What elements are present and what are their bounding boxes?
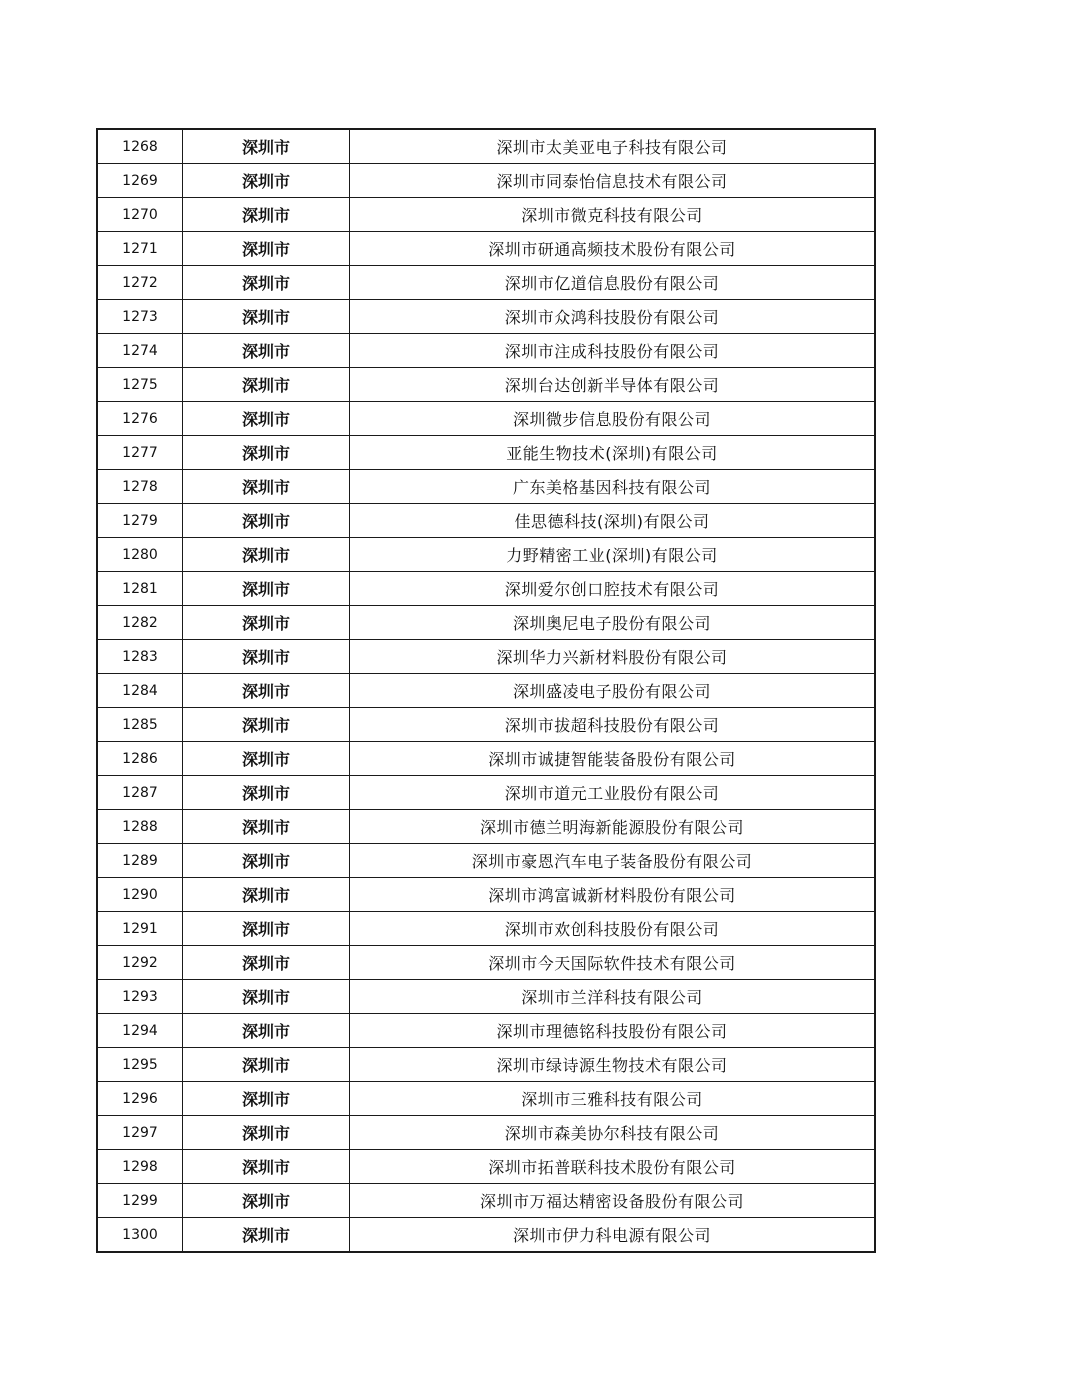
city-cell: 深圳市	[183, 1014, 350, 1048]
row-number-cell: 1297	[97, 1116, 183, 1150]
row-number-cell: 1275	[97, 368, 183, 402]
row-number-cell: 1279	[97, 504, 183, 538]
city-cell: 深圳市	[183, 164, 350, 198]
company-name-cell: 深圳市豪恩汽车电子装备股份有限公司	[350, 844, 876, 878]
row-number-cell: 1278	[97, 470, 183, 504]
table-row	[97, 1116, 875, 1150]
row-number-cell: 1299	[97, 1184, 183, 1218]
table-row	[97, 198, 875, 232]
table-row	[97, 742, 875, 776]
row-number-cell: 1287	[97, 776, 183, 810]
city-cell: 深圳市	[183, 436, 350, 470]
table-row	[97, 232, 875, 266]
table-row	[97, 878, 875, 912]
city-cell: 深圳市	[183, 1116, 350, 1150]
table-row	[97, 606, 875, 640]
company-name-cell: 深圳市鸿富诚新材料股份有限公司	[350, 878, 876, 912]
company-name-cell: 深圳市拓普联科技术股份有限公司	[350, 1150, 876, 1184]
table-row	[97, 334, 875, 368]
city-cell: 深圳市	[183, 300, 350, 334]
city-cell: 深圳市	[183, 878, 350, 912]
table-row	[97, 300, 875, 334]
row-number-cell: 1283	[97, 640, 183, 674]
table-row	[97, 708, 875, 742]
row-number-cell: 1277	[97, 436, 183, 470]
row-number-cell: 1270	[97, 198, 183, 232]
company-name-cell: 深圳市亿道信息股份有限公司	[350, 266, 876, 300]
table-row	[97, 1150, 875, 1184]
table-row	[97, 946, 875, 980]
city-cell: 深圳市	[183, 1184, 350, 1218]
city-cell: 深圳市	[183, 844, 350, 878]
company-name-cell: 深圳市诚捷智能装备股份有限公司	[350, 742, 876, 776]
company-name-cell: 佳思德科技(深圳)有限公司	[350, 504, 876, 538]
company-name-cell: 深圳市太美亚电子科技有限公司	[350, 129, 876, 164]
company-name-cell: 深圳市理德铭科技股份有限公司	[350, 1014, 876, 1048]
table-row	[97, 368, 875, 402]
table-row	[97, 844, 875, 878]
table-row	[97, 538, 875, 572]
city-cell: 深圳市	[183, 674, 350, 708]
table-row	[97, 402, 875, 436]
company-list-table	[96, 128, 876, 1253]
company-name-cell: 深圳奥尼电子股份有限公司	[350, 606, 876, 640]
row-number-cell: 1282	[97, 606, 183, 640]
row-number-cell: 1268	[97, 129, 183, 164]
city-cell: 深圳市	[183, 1218, 350, 1253]
city-cell: 深圳市	[183, 742, 350, 776]
table-row	[97, 640, 875, 674]
city-cell: 深圳市	[183, 1150, 350, 1184]
city-cell: 深圳市	[183, 334, 350, 368]
company-name-cell: 深圳市绿诗源生物技术有限公司	[350, 1048, 876, 1082]
company-name-cell: 深圳市森美协尔科技有限公司	[350, 1116, 876, 1150]
table-row	[97, 504, 875, 538]
company-name-cell: 深圳市众鸿科技股份有限公司	[350, 300, 876, 334]
company-name-cell: 深圳台达创新半导体有限公司	[350, 368, 876, 402]
company-name-cell: 深圳市同泰怡信息技术有限公司	[350, 164, 876, 198]
company-name-cell: 深圳市道元工业股份有限公司	[350, 776, 876, 810]
row-number-cell: 1298	[97, 1150, 183, 1184]
table-row	[97, 912, 875, 946]
company-name-cell: 深圳市微克科技有限公司	[350, 198, 876, 232]
table-row	[97, 674, 875, 708]
company-name-cell: 广东美格基因科技有限公司	[350, 470, 876, 504]
company-name-cell: 力野精密工业(深圳)有限公司	[350, 538, 876, 572]
table-row	[97, 129, 875, 164]
company-name-cell: 深圳市德兰明海新能源股份有限公司	[350, 810, 876, 844]
city-cell: 深圳市	[183, 504, 350, 538]
company-name-cell: 深圳市今天国际软件技术有限公司	[350, 946, 876, 980]
company-name-cell: 深圳盛凌电子股份有限公司	[350, 674, 876, 708]
city-cell: 深圳市	[183, 708, 350, 742]
row-number-cell: 1296	[97, 1082, 183, 1116]
city-cell: 深圳市	[183, 129, 350, 164]
row-number-cell: 1273	[97, 300, 183, 334]
city-cell: 深圳市	[183, 232, 350, 266]
row-number-cell: 1293	[97, 980, 183, 1014]
table-row	[97, 470, 875, 504]
row-number-cell: 1292	[97, 946, 183, 980]
table-row	[97, 164, 875, 198]
table-row	[97, 266, 875, 300]
row-number-cell: 1300	[97, 1218, 183, 1253]
row-number-cell: 1272	[97, 266, 183, 300]
city-cell: 深圳市	[183, 266, 350, 300]
city-cell: 深圳市	[183, 538, 350, 572]
company-name-cell: 深圳市拔超科技股份有限公司	[350, 708, 876, 742]
city-cell: 深圳市	[183, 368, 350, 402]
row-number-cell: 1280	[97, 538, 183, 572]
company-name-cell: 深圳市三雅科技有限公司	[350, 1082, 876, 1116]
row-number-cell: 1286	[97, 742, 183, 776]
company-name-cell: 亚能生物技术(深圳)有限公司	[350, 436, 876, 470]
city-cell: 深圳市	[183, 198, 350, 232]
table-row	[97, 1184, 875, 1218]
city-cell: 深圳市	[183, 980, 350, 1014]
company-name-cell: 深圳市注成科技股份有限公司	[350, 334, 876, 368]
row-number-cell: 1271	[97, 232, 183, 266]
row-number-cell: 1289	[97, 844, 183, 878]
row-number-cell: 1290	[97, 878, 183, 912]
city-cell: 深圳市	[183, 946, 350, 980]
company-name-cell: 深圳市伊力科电源有限公司	[350, 1218, 876, 1253]
city-cell: 深圳市	[183, 470, 350, 504]
row-number-cell: 1295	[97, 1048, 183, 1082]
company-name-cell: 深圳华力兴新材料股份有限公司	[350, 640, 876, 674]
row-number-cell: 1285	[97, 708, 183, 742]
table-row	[97, 1218, 875, 1253]
row-number-cell: 1281	[97, 572, 183, 606]
city-cell: 深圳市	[183, 402, 350, 436]
city-cell: 深圳市	[183, 606, 350, 640]
city-cell: 深圳市	[183, 912, 350, 946]
row-number-cell: 1294	[97, 1014, 183, 1048]
city-cell: 深圳市	[183, 572, 350, 606]
company-name-cell: 深圳爱尔创口腔技术有限公司	[350, 572, 876, 606]
table-row	[97, 776, 875, 810]
table-row	[97, 1082, 875, 1116]
row-number-cell: 1276	[97, 402, 183, 436]
city-cell: 深圳市	[183, 776, 350, 810]
city-cell: 深圳市	[183, 1048, 350, 1082]
company-name-cell: 深圳市万福达精密设备股份有限公司	[350, 1184, 876, 1218]
table-row	[97, 1048, 875, 1082]
table-row	[97, 810, 875, 844]
company-list-body	[97, 129, 875, 1252]
row-number-cell: 1291	[97, 912, 183, 946]
city-cell: 深圳市	[183, 810, 350, 844]
company-name-cell: 深圳市欢创科技股份有限公司	[350, 912, 876, 946]
row-number-cell: 1274	[97, 334, 183, 368]
table-row	[97, 436, 875, 470]
city-cell: 深圳市	[183, 1082, 350, 1116]
row-number-cell: 1269	[97, 164, 183, 198]
row-number-cell: 1288	[97, 810, 183, 844]
company-name-cell: 深圳市研通高频技术股份有限公司	[350, 232, 876, 266]
table-row	[97, 572, 875, 606]
company-name-cell: 深圳市兰洋科技有限公司	[350, 980, 876, 1014]
company-name-cell: 深圳微步信息股份有限公司	[350, 402, 876, 436]
table-row	[97, 980, 875, 1014]
table-row	[97, 1014, 875, 1048]
row-number-cell: 1284	[97, 674, 183, 708]
city-cell: 深圳市	[183, 640, 350, 674]
